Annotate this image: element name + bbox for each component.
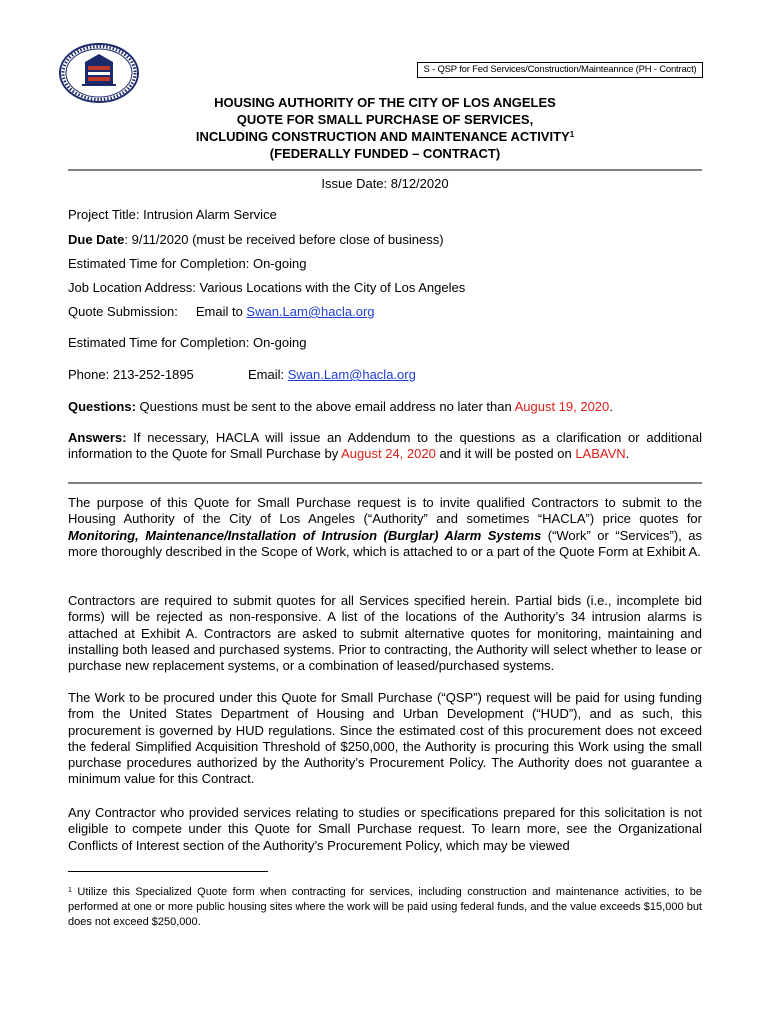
paragraph-purpose: The purpose of this Quote for Small Purchase request is to invite qualified Contractors to submit to the Housing Authority of the City of Los Angeles (“Authority” and sometimes “HACLA”) price quotes for Monitoring, Maintenance/Installation of Intrusion (Burglar) Alarm Systems (“Work” or “Services”), as more thoroughly described in the Scope of Work, which is attached to or a part of the Quote Form at Exhibit A. [68, 495, 703, 559]
paragraph-funding: The Work to be procured under this Quote for Small Purchase (“QSP”) request will be paid for using funding from the United States Department of Housing and Urban Development (“HUD”), and as such, this procurement is governed by HUD regulations. Since the estimated cost of this procurement does not exceed the federal Simplified Acquisition Threshold of $250,000, the Authority is procuring this Work using the small purchase procedures authorized by the Authority’s Procurement Policy. The Authority does not guarantee a minimum value for this Contract. [68, 690, 702, 787]
footnote-reference: 1 [569, 130, 575, 139]
estimated-time-2: Estimated Time for Completion: On-going [68, 335, 307, 350]
footnote: $^1$ Utilize this Specialized Quote form when contracting for services, including construction and maintenance activities, to be performed at one or more public housing sites where the work will be paid using federal funds, and the value exceeds $15,000 but does not exceed $250,000. [68, 886, 702, 928]
contact-email-link[interactable]: Swan.Lam@hacla.org [287, 367, 416, 382]
questions-line: Questions: Questions must be sent to the above email address no later than August 19, 2020. [68, 399, 613, 414]
title-line-3: INCLUDING CONSTRUCTION AND MAINTENANCE ACTIVITY$^1$ [195, 129, 575, 144]
due-date: Due Date: 9/11/2020 (must be received before close of business) [68, 232, 444, 247]
section-divider [68, 482, 702, 484]
paragraph-conflicts: Any Contractor who provided services relating to studies or specifications prepared for this solicitation is not eligible to compete under this Quote for Small Purchase request. To learn more, see the Organizational Conflicts of Interest section of the Authority’s Procurement Policy, which may be viewed [68, 805, 702, 853]
document-title [68, 94, 702, 162]
form-code-box: S - QSP for Fed Services/Construction/Mainteannce (PH - Contract) [417, 62, 703, 78]
project-title: Project Title: Intrusion Alarm Service [68, 207, 277, 222]
job-location: Job Location Address: Various Locations with the City of Los Angeles [68, 280, 466, 295]
header-divider [68, 169, 702, 171]
phone: Phone: 213-252-1895 [68, 367, 194, 382]
labavn-text: LABAVN [575, 446, 626, 462]
contact-email: Email: Swan.Lam@hacla.org [248, 367, 416, 382]
issue-date: Issue Date: 8/12/2020 [321, 176, 449, 191]
answers-date: August 24, 2020 [341, 446, 436, 462]
title-line-4: (FEDERALLY FUNDED – CONTRACT) [269, 146, 501, 161]
estimated-time-1: Estimated Time for Completion: On-going [68, 256, 307, 271]
paragraph-contractors: Contractors are required to submit quotes for all Services specified herein. Partial bids (i.e., incomplete bid forms) will be rejected as non-responsive. A list of the locations of the Authority’s 34 intrusion alarms is attached at Exhibit A. Contractors are asked to submit alternative quotes for monitoring, maintaining and installing both leased and purchased systems. Prior to contracting, the Authority will select whether to lease or purchase new replacement systems, or a combination of leased/purchased systems. [68, 593, 702, 674]
quote-submission: Quote Submission: Email to Swan.Lam@hacla.org [68, 304, 375, 319]
title-line-1: HOUSING AUTHORITY OF THE CITY OF LOS ANGELES [214, 95, 556, 110]
title-line-2: QUOTE FOR SMALL PURCHASE OF SERVICES, [236, 112, 534, 127]
services-title: Monitoring, Maintenance/Installation of Intrusion (Burglar) Alarm Systems [68, 527, 542, 543]
answers-paragraph: Answers: If necessary, HACLA will issue an Addendum to the questions as a clarification or additional information to the Quote for Small Purchase by August 24, 2020 and it will be posted on LABAVN. [68, 430, 702, 462]
quote-submission-email-link[interactable]: Swan.Lam@hacla.org [246, 304, 375, 319]
questions-deadline: August 19, 2020 [514, 399, 610, 414]
footnote-divider [68, 871, 268, 872]
